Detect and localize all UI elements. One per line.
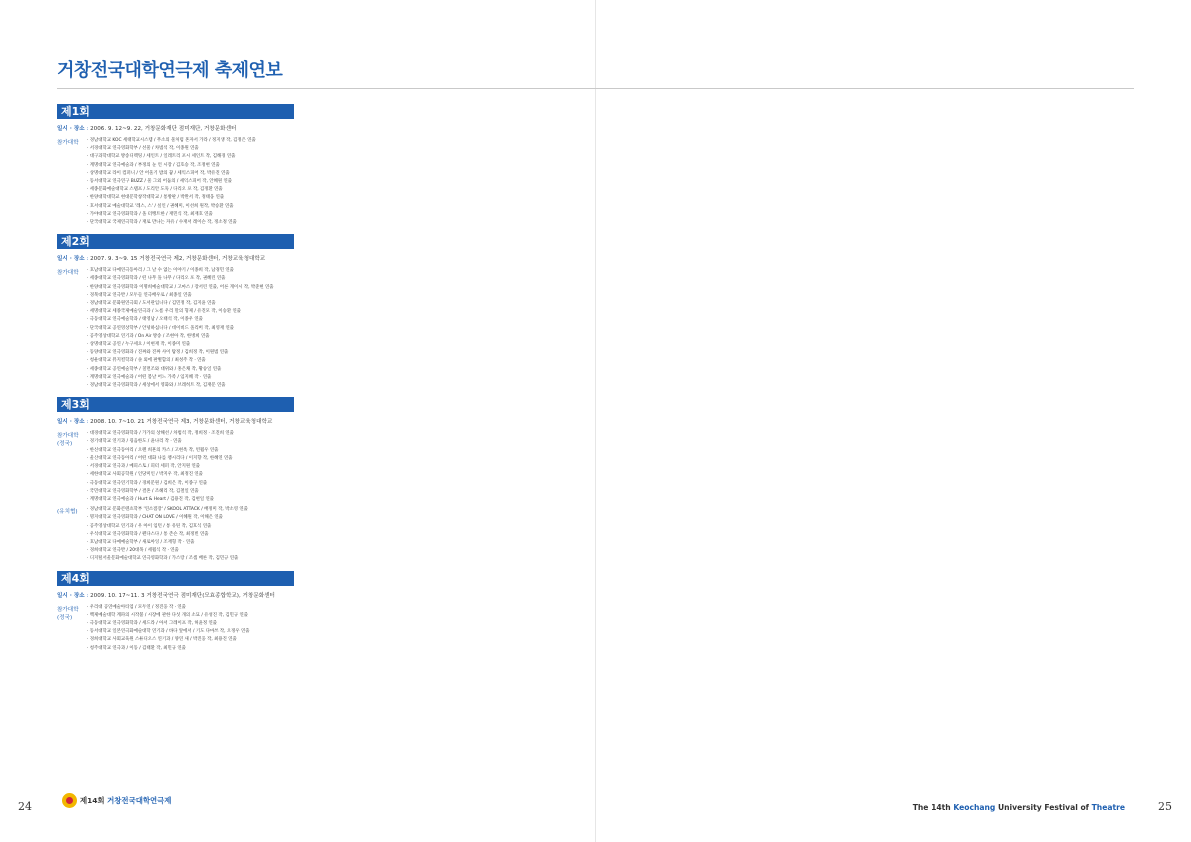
list-item: · 세명대학교 세종국제예술연극과 / 노룸 우리 말의 형제 / 유진모 작, 이승환 연출: [87, 308, 294, 316]
list-item: · 세종대학교 공연예술학부 / 칠면조와 대위와 / 홍은채 작, 황승일 연출: [87, 366, 294, 374]
list-item: · 극동대학교 연극예술학과 / 태영남 / 오태석 작, 이종우 연출: [87, 316, 294, 324]
list-item: · 단국대학교 공연영상학부 / 안녕하십니다 / 데이비드 올리버 작, 최영재 연출: [87, 325, 294, 333]
list-item: · 상명대학교 라이 컴퍼니 / 안 어울기 밤의 꿈 / 셰익스피어 작, 박유진 연출: [87, 170, 294, 178]
list-item: · 대경대학교 연극영화학과 / 가가의 상해선 / 차범석 작, 정희정 · 조진희 연출: [87, 430, 294, 438]
list-item: · 극동대학교 연극연기학과 / 경희문원 / 김희은 작, 이종구 연출: [87, 480, 294, 488]
edition-header: 제4회: [57, 571, 294, 586]
section-label: 참가대학: [57, 140, 79, 146]
list-item: · 경남대학교 문화콘텐츠학부 '연소점장' / SKOOL ATTACK / 배정미 작, 박소영 연출: [87, 506, 294, 514]
edition-date-place: 일시 · 장소 : 2009. 10. 17~11. 3 거창전국연극 점미재단(모효종합학교), 거창문화센터: [57, 592, 275, 599]
date-value: 2007. 9. 3~9. 15 거창전국연극 제2, 거창문화센터, 거창교육청대학교: [90, 256, 266, 263]
footer-right-end: Theatre: [1091, 803, 1125, 812]
entry-list: [87, 506, 294, 563]
date-label: 일시 · 장소: [57, 256, 85, 263]
festival-logo-icon: [62, 793, 77, 808]
participant-section: [57, 604, 294, 653]
section-label: 참가대학: [57, 270, 79, 277]
page-number-right: 25: [1158, 800, 1172, 813]
entry-list: [87, 267, 294, 390]
date-label: 일시 · 장소: [57, 126, 85, 132]
list-item: · 경남대학교 문화원연극회 / 도서관입니다 / 김민정 작, 김지윤 연출: [87, 300, 294, 308]
list-item: · 상명대학교 공연 / 누구세요 / 이현재 작, 이종미 연출: [87, 341, 294, 349]
page-title: 거창전국대학연극제 축제연보: [57, 60, 283, 81]
column-1: [57, 104, 294, 660]
list-item: · 한신대학교 연극동아리 / 오렌 희흔의 카스 / 고현옥 작, 빈월우 연출: [87, 447, 294, 455]
list-item: · 동양대학교 연극영화과 / 진짜와 진짜 사이 탐정 / 김희정 작, 이원범 연출: [87, 349, 294, 357]
edition-block: [57, 104, 294, 227]
list-item: · 공주영상대학교 연기과 / 우 아이 임턴 / 통 유틴 작, 김호식 연출: [87, 523, 294, 531]
list-item: · 극동대학교 연극영화학과 / 세드라 / 아서 그레이프 작, 허윤정 연출: [87, 620, 294, 628]
edition-block: [57, 397, 294, 563]
list-item: · 공주영상대학교 연기과 / On Air 방송 / 조현아 작, 한병희 연출: [87, 333, 294, 341]
entry-list: [87, 430, 294, 504]
title-divider: [57, 88, 1134, 89]
list-item: · 가야대학교 연극영화학과 / 올 터뱅트한 / 재민식 작, 최재호 연출: [87, 211, 294, 219]
edition-header: 제2회: [57, 234, 294, 249]
footer-right: [913, 803, 1125, 812]
list-item: · 경북대학교 연극반 / 모두들 연극배우로 / 최종일 연출: [87, 292, 294, 300]
entry-list: [87, 604, 294, 653]
footer-right-name: Keochang: [953, 803, 996, 812]
list-item: · 한양대학교 연극영화학과 이명희예술대학교 / 고마스 / 장서린 연출, 어른 게이시 작, 박준현 연출: [87, 284, 294, 292]
edition-date-place: 일시 · 장소 : 2007. 9. 3~9. 15 거창전국연극 제2, 거창문화센터, 거창교육청대학교: [57, 256, 266, 263]
list-item: · 단국대학교 국제연극학과 / 재로 만나는 자유 / 수재서 레이슨 작, 정소정 연출: [87, 219, 294, 227]
date-value: 2006. 9. 12~9. 22, 거창문화재단 점미재단, 거창문화센터: [90, 126, 237, 132]
participant-section: [57, 137, 294, 227]
list-item: · 경남대학교 KOC 세태학교시스템 / 무소의 물처럼 혼자서 가라 / 정지생 작, 김정은 연출: [87, 137, 294, 145]
list-item: · 청운대학교 뮤지컬학과 / 솔 외에 판별함의 / 최성주 작 · 연출: [87, 357, 294, 365]
edition-header: 제1회: [57, 104, 294, 119]
page-spine: [595, 0, 596, 842]
list-item: · 경희대학교 사회교육원 스튜디오스 연기과 / 양연 새 / 박진웅 작, 최용진 연출: [87, 636, 294, 644]
list-item: · 계명대학교 연극예술과 / 부정의 눈 언 시장 / 김호승 작, 조정현 연출: [87, 162, 294, 170]
list-item: · 서경대학교 연극과 / 메피스토 / 피터 세퍼 작, 안지원 연출: [87, 463, 294, 471]
entry-list: [87, 137, 294, 227]
list-item: · 서경대학교 연극영화학부 / 선물 / 차범석 작, 이종원 연출: [87, 145, 294, 153]
footer-left: [62, 793, 171, 808]
list-item: · 국민대학교 연극영화학부 / 결혼 / 조헤리 작, 김철일 연출: [87, 488, 294, 496]
list-item: · 계명대학교 연극예술과 / 어떤 봄날 어느 가족 / 임지혜 작 · 연출: [87, 374, 294, 382]
date-value: 2008. 10. 7~10. 21 거창전국연극 제3, 거창문화센터, 거창교육청대학교: [90, 419, 273, 426]
list-item: · 세종대학교 연극영화학과 / 떤 나무 돌 나무 / 다리오 포 작, 권혜린 연출: [87, 275, 294, 283]
section-label: (유치협): [57, 509, 78, 516]
footer-right-suffix: University Festival of: [995, 803, 1092, 812]
participant-section: [57, 506, 294, 563]
list-item: · 경기대학교 연기과 / 굉음한도 / 윤나리 작 · 연출: [87, 438, 294, 446]
list-item: · 우석대학교 연극영화학과 / 펜다스다 / 통 존슨 작, 최정빈 연출: [87, 531, 294, 539]
footer-edition: 제14회: [80, 796, 105, 805]
list-item: · 울산대학교 연극동아리 / 어떤 대화 나를 챙시리다 / 이지향 작, 한혜연 연출: [87, 455, 294, 463]
list-item: · 계명대학교 연극예술과 / Hurt & Heart / 김용진 작, 김현일 연출: [87, 496, 294, 504]
list-item: · 디지털서울문화예술대학교 연극영화학과 / 가스랑 / 조셉 배론 작, 김민규 연출: [87, 555, 294, 563]
list-item: · 백제예술대학 계파의 시작불 / 시장에 관한 다섯 개의 소묘 / 유성진 작, 김민규 연출: [87, 612, 294, 620]
list-item: · 세종문화예술대학교 스탬프 / 도리안 도둑 / 다리오 포 작, 김정환 연출: [87, 186, 294, 194]
footer-festival-name: 거창전국대학연극제: [107, 796, 172, 805]
edition-date-place: 일시 · 장소 : 2008. 10. 7~10. 21 거창전국연극 제3, 거창문화센터, 거창교육청대학교: [57, 419, 273, 426]
edition-block: [57, 571, 294, 653]
list-item: · 동서대학교 연극연구 BUZZ / 물 그외 어둠의 / 셰익스피어 작, 안혜원 연출: [87, 178, 294, 186]
edition-date-place: 일시 · 장소 : 2006. 9. 12~9. 22, 거창문화재단 점미재단, 거창문화센터: [57, 126, 237, 132]
list-item: · 호서대학교 예술대학교 '레스, 스' / 실인 / 권혜미, 이선희 원작, 박승환 연출: [87, 203, 294, 211]
list-item: · 한양대학대학교 현대문학창작대학교 / 통방판 / 박완서 작, 정태웅 연출: [87, 194, 294, 202]
date-label: 일시 · 장소: [57, 592, 85, 599]
edition-block: [57, 234, 294, 390]
list-item: · 호남대학교 다예예술학부 / 새로아잉 / 조재형 작 · 연출: [87, 539, 294, 547]
date-label: 일시 · 장소: [57, 419, 85, 426]
list-item: · 세한대학교 사회공학원 / 인당미인 / 박지우 작, 최정진 연출: [87, 471, 294, 479]
footer-right-prefix: The 14th: [912, 803, 954, 812]
list-item: · 경희대학교 연극반 / 20대목 / 세월식 작 · 연출: [87, 547, 294, 555]
list-item: · 대구과학대학교 방송디렉팅 / 세인트 / 일레트리 포시 세인트 작, 김해경 연출: [87, 153, 294, 161]
list-item: · 우리대 공연예술아티엄 / 모두연 / 정진웅 작 · 연출: [87, 604, 294, 612]
list-item: · 호남대학교 다예연극동아리 / 그 날 수 없는 이야기 / 이종희 작, 남경민 연출: [87, 267, 294, 275]
section-label: 참가대학 (정국): [57, 606, 79, 621]
edition-header: 제3회: [57, 397, 294, 412]
list-item: · 경남대학교 연극영화학과 / 세상에서 영화와 / 브레히트 작, 김재문 연출: [87, 382, 294, 390]
list-item: · 명지대학교 연극영화학과 / CHAT ON LOVE / 이혜원 작, 이해은 연출: [87, 514, 294, 522]
participant-section: [57, 267, 294, 390]
date-value: 2009. 10. 17~11. 3 거창전국연극 점미재단(모효종합학교), 거창문화센터: [90, 592, 275, 599]
page-number-left: 24: [18, 800, 32, 813]
participant-section: [57, 430, 294, 504]
list-item: · 동서대학교 일본연극화예술대학 연기과 / 바다 앞에서 / 기도 다마쓰 작, 오정우 연출: [87, 628, 294, 636]
list-item: · 청주대학교 연극과 / 이동 / 김태환 작, 최민규 연출: [87, 645, 294, 653]
section-label: 참가대학 (정국): [57, 433, 79, 448]
